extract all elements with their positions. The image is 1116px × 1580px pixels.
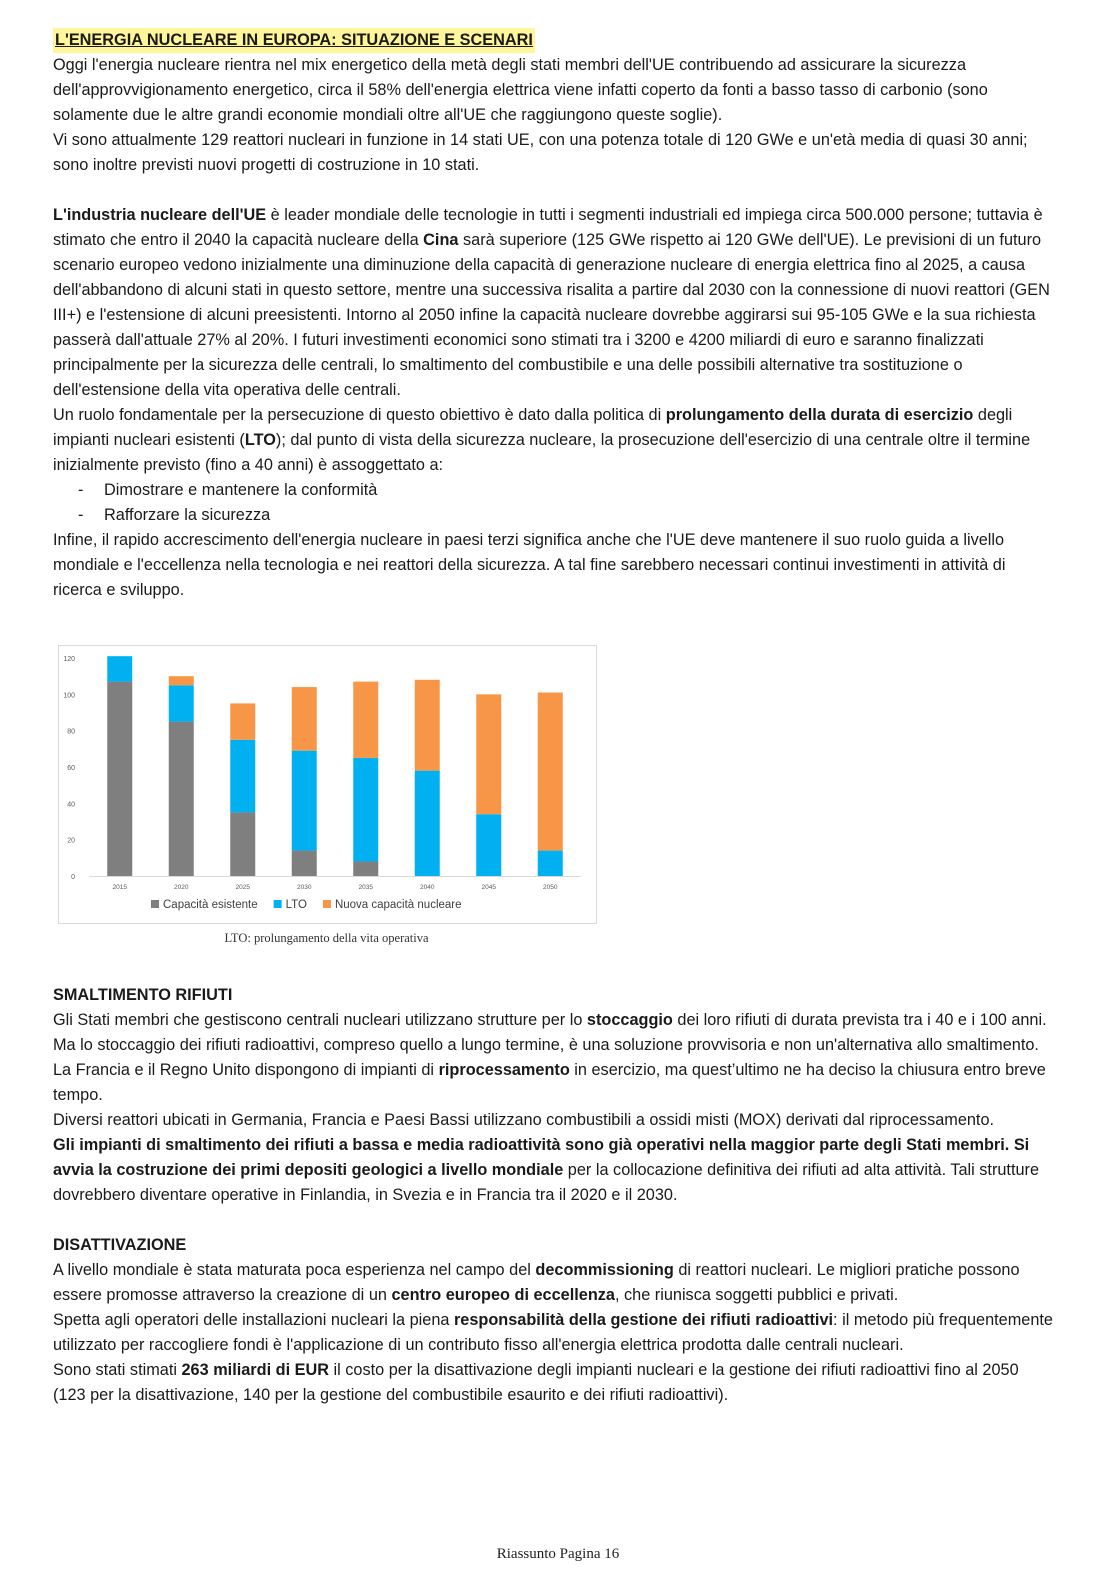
paragraph: A livello mondiale è stata maturata poca esperienza nel campo del decommissioning di reattori nucleari. Le migliori pratiche possono essere promosse attraverso la creazione di un centro europeo di eccellenza, che riunisca soggetti pubblici e privati.: [53, 1261, 1020, 1304]
bar-2020-series-1: [169, 685, 194, 721]
bar-2025-series-1: [230, 740, 255, 813]
x-tick-label: 2025: [235, 884, 250, 891]
paragraph: Gli Stati membri che gestiscono centrali nucleari utilizzano strutture per lo stoccaggio dei loro rifiuti di durata prevista tra i 40 e i 100 anni. Ma lo stoccaggio dei rifiuti radioattivi, compreso quello a lungo termine, è una soluzione provvisoria e non un'alternativa allo smaltimento.: [53, 1011, 1047, 1054]
bold-text: Gli impianti di smaltimento dei rifiuti a bassa e media radioattività sono già operativi nella maggior parte degli Stati membri. Si avvia la costruzione dei primi depositi geologici a livello mondiale: [53, 1136, 1030, 1179]
paragraph: Un ruolo fondamentale per la persecuzione di questo obiettivo è dato dalla politica di prolungamento della durata di esercizio degli impianti nucleari esistenti (LTO); dal punto di vista della sicurezza nucleare, la prosecuzione dell'esercizio di una centrale oltre il termine inizialmente previsto (fino a 40 anni) è assoggettato a:: [53, 406, 1031, 474]
legend-label: Capacità esistente: [163, 899, 258, 911]
section-title-disattivazione: DISATTIVAZIONE: [53, 1236, 187, 1254]
bar-2020-series-2: [169, 676, 194, 685]
list-item: - Dimostrare e mantenere la conformità: [78, 478, 1053, 503]
y-tick-label: 80: [67, 728, 75, 736]
bar-2015-series-0: [107, 682, 132, 876]
bar-2040-series-2: [415, 680, 440, 771]
paragraph: Sono stati stimati 263 miliardi di EUR il costo per la disattivazione degli impianti nucleari e la gestione dei rifiuti radioattivi fino al 2050 (123 per la disattivazione, 140 per la gestione del combustibile esaurito e dei rifiuti radioattivi).: [53, 1361, 1019, 1404]
x-tick-label: 2045: [481, 884, 496, 891]
bar-2050-series-1: [538, 851, 563, 876]
y-tick-label: 0: [71, 874, 75, 881]
bold-text: centro europeo di eccellenza: [391, 1286, 615, 1304]
bold-text: decommissioning: [535, 1261, 674, 1279]
list-item: - Rafforzare la sicurezza: [78, 503, 1053, 528]
x-tick-label: 2030: [297, 884, 312, 891]
section-title-energia-nucleare: L'ENERGIA NUCLEARE IN EUROPA: SITUAZIONE E SCENARI: [53, 28, 535, 53]
bar-2030-series-1: [292, 751, 317, 851]
section-title-smaltimento: SMALTIMENTO RIFIUTI: [53, 986, 233, 1004]
legend-swatch: [323, 900, 331, 908]
bar-2050-series-2: [538, 693, 563, 851]
x-tick-label: 2040: [420, 884, 435, 891]
bar-2025-series-2: [230, 703, 255, 739]
legend-label: Nuova capacità nucleare: [334, 899, 462, 911]
bold-text: Cina: [423, 231, 459, 249]
x-tick-label: 2020: [174, 884, 189, 891]
bar-2045-series-2: [476, 694, 501, 814]
bold-text: responsabilità della gestione dei rifiuti radioattivi: [453, 1311, 834, 1329]
chart-caption: LTO: prolungamento della vita operativa: [224, 931, 429, 945]
paragraph: La Francia e il Regno Unito dispongono di impianti di riprocessamento in esercizio, ma quest’ultimo ne ha deciso la chiusura entro breve tempo.: [53, 1061, 1046, 1104]
legend-label: LTO: [285, 899, 307, 911]
bar-2040-series-1: [415, 771, 440, 876]
paragraph: Vi sono attualmente 129 reattori nucleari in funzione in 14 stati UE, con una potenza totale di 120 GWe e un'età media di quasi 30 anni; sono inoltre previsti nuovi progetti di costruzione in 10 stati.: [53, 131, 1028, 174]
document-body: [53, 28, 1053, 603]
bold-text: riprocessamento: [438, 1061, 570, 1079]
bold-text: LTO: [244, 431, 276, 449]
document-body-lower: [53, 983, 1053, 1408]
paragraph: Infine, il rapido accrescimento dell'energia nucleare in paesi terzi significa anche che l'UE deve mantenere il suo ruolo guida a livello mondiale e l'eccellenza nella tecnologia e nei reattori della sicurezza. A tal fine sarebbero necessari continui investimenti in attività di ricerca e sviluppo.: [53, 531, 1006, 599]
bar-2020-series-0: [169, 722, 194, 876]
y-tick-label: 40: [67, 801, 75, 809]
paragraph: Diversi reattori ubicati in Germania, Francia e Paesi Bassi utilizzano combustibili a ossidi misti (MOX) derivati dal riprocessamento.: [53, 1111, 995, 1129]
y-tick-label: 100: [63, 692, 75, 700]
stacked-bar-chart: [58, 645, 597, 924]
bar-2045-series-1: [476, 814, 501, 876]
paragraph: Oggi l'energia nucleare rientra nel mix energetico della metà degli stati membri dell'UE contribuendo ad assicurare la sicurezza dell'approvvigionamento energetico, circa il 58% dell'energia elettrica viene infatti coperto da fonti a basso tasso di carbonio (sono solamente due le altre grandi economie mondiali oltre all'UE che raggiungono queste soglie).: [53, 56, 988, 124]
bold-text: stoccaggio: [586, 1011, 673, 1029]
x-tick-label: 2015: [112, 884, 127, 891]
paragraph: Gli impianti di smaltimento dei rifiuti a bassa e media radioattività sono già operativi nella maggior parte degli Stati membri. Si avvia la costruzione dei primi depositi geologici a livello mondiale per la collocazione definitiva dei rifiuti ad alta attività. Tali strutture dovrebbero diventare operative in Finlandia, in Svezia e in Francia tra il 2020 e il 2030.: [53, 1136, 1039, 1204]
y-tick-label: 60: [67, 765, 75, 772]
bar-2025-series-0: [230, 812, 255, 876]
bar-2030-series-2: [292, 687, 317, 751]
bold-text: prolungamento della durata di esercizio: [665, 406, 974, 424]
page-footer: Riassunto Pagina 16: [496, 1546, 620, 1562]
bullet-list: [53, 478, 1053, 528]
bar-2035-series-2: [353, 682, 378, 758]
legend-swatch: [151, 900, 159, 908]
bold-text: L'industria nucleare dell'UE: [53, 206, 267, 224]
bar-2015-series-1: [107, 656, 132, 681]
x-tick-label: 2035: [358, 884, 373, 891]
chart-svg: [59, 646, 596, 923]
bold-text: 263 miliardi di EUR: [181, 1361, 329, 1379]
paragraph: Spetta agli operatori delle installazioni nucleari la piena responsabilità della gestione dei rifiuti radioattivi: il metodo più frequentemente utilizzato per raccogliere fondi è l'applicazione di un contributo fisso all'energia elettrica prodotta dalle centrali nucleari.: [53, 1311, 1053, 1354]
bar-2035-series-1: [353, 758, 378, 862]
y-tick-label: 20: [67, 837, 75, 845]
y-tick-label: 120: [63, 656, 75, 663]
bar-2035-series-0: [353, 861, 378, 876]
paragraph: L'industria nucleare dell'UE è leader mondiale delle tecnologie in tutti i segmenti industriali ed impiega circa 500.000 persone; tuttavia è stimato che entro il 2040 la capacità nucleare della Cina sarà superiore (125 GWe rispetto ai 120 GWe dell'UE). Le previsioni di un futuro scenario europeo vedono inizialmente una diminuzione della capacità di generazione nucleare di energia elettrica fino al 2025, a causa dell'abbandono di alcuni stati in questo settore, mentre una successiva risalita a partire dal 2030 con la connessione di nuovi reattori (GEN III+) e l'estensione di alcuni preesistenti. Intorno al 2050 infine la capacità nucleare dovrebbe aggirarsi sui 95-105 GWe e la sua richiesta passerà dall'attuale 27% al 20%. I futuri investimenti economici sono stimati tra i 3200 e 4200 miliardi di euro e saranno finalizzati principalmente per la sicurezza delle centrali, lo smaltimento del combustibile e una delle possibili alternative tra sostituzione o dell'estensione della vita operativa delle centrali.: [53, 206, 1050, 399]
x-tick-label: 2050: [543, 884, 558, 891]
bar-2030-series-0: [292, 851, 317, 876]
legend-swatch: [274, 900, 282, 908]
